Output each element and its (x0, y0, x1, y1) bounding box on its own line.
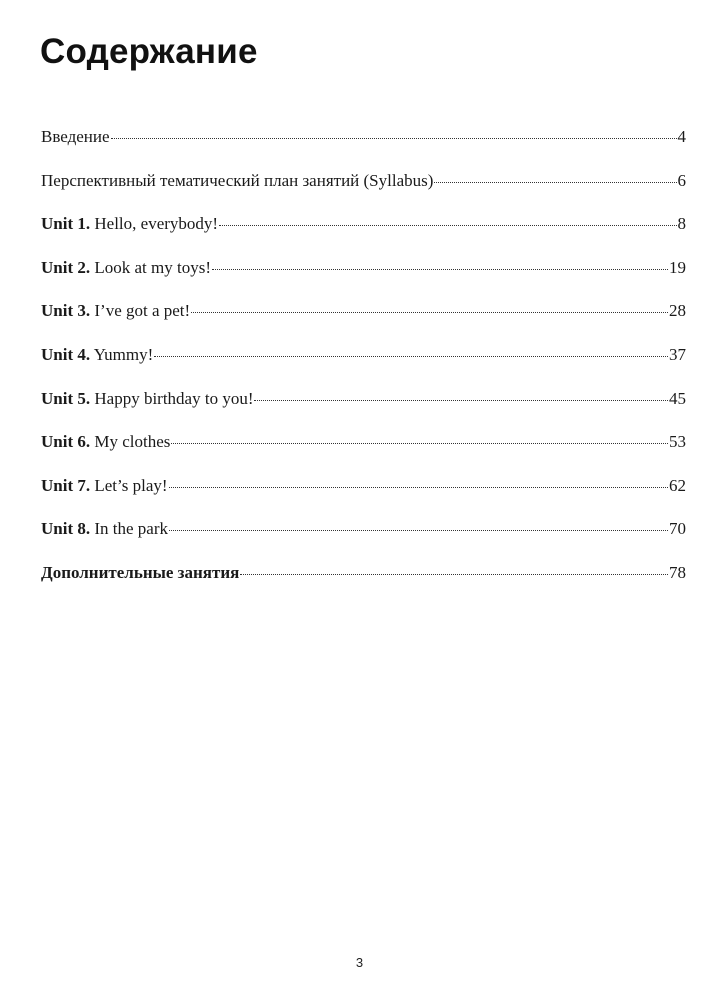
toc-entry-additional-lessons[interactable] (41, 555, 686, 599)
toc-entry-unit-number: Unit 5. (41, 388, 91, 408)
toc-entry-unit-number: Unit 6. (41, 432, 91, 452)
toc-entry-unit-number: Unit 8. (41, 519, 91, 539)
toc-entry-unit-5[interactable] (41, 381, 686, 425)
dot-leader (240, 573, 668, 575)
dot-leader (171, 442, 668, 444)
toc-entry-unit-8[interactable] (41, 511, 686, 555)
toc-entry-page: 62 (669, 475, 686, 495)
toc-entry-page: 28 (669, 301, 686, 321)
toc-entry-page: 4 (677, 127, 686, 146)
toc-entry-label: Look at my toys! (94, 257, 212, 277)
dot-leader (254, 399, 668, 401)
toc-entry-label: Let’s play! (94, 475, 168, 495)
toc-entry-unit-number: Unit 3. (41, 301, 91, 321)
toc-entry-label: I’ve got a pet! (94, 301, 191, 321)
toc-entry-page: 37 (669, 344, 686, 364)
toc-entry-unit-4[interactable] (41, 337, 686, 381)
toc-entry-syllabus[interactable] (41, 163, 686, 207)
toc-entry-unit-1[interactable] (41, 206, 686, 250)
toc-entry-unit-7[interactable] (41, 468, 686, 512)
page-number: 3 (355, 955, 364, 970)
toc-entry-label: My clothes (94, 432, 171, 452)
toc-entry-page: 45 (669, 388, 686, 408)
toc-entry-label: Дополнительные занятия (41, 562, 240, 582)
dot-leader (434, 181, 676, 183)
dot-leader (219, 224, 676, 226)
toc-entry-page: 6 (677, 170, 686, 190)
toc-entry-unit-number: Unit 2. (41, 257, 91, 277)
toc-entry-unit-6[interactable] (41, 424, 686, 468)
toc-entry-page: 19 (669, 257, 686, 277)
dot-leader (191, 311, 668, 313)
toc-entry-page: 70 (669, 519, 686, 539)
dot-leader (154, 355, 668, 357)
toc-entry-unit-number: Unit 1. (41, 214, 91, 234)
dot-leader (212, 268, 668, 270)
toc-entry-label: Перспективный тематический план занятий (Syllabus) (41, 170, 434, 190)
toc-entry-unit-3[interactable] (41, 293, 686, 337)
page-title: Содержание (40, 32, 258, 71)
dot-leader (169, 529, 668, 531)
toc-entry-page: 78 (669, 562, 686, 582)
table-of-contents (41, 119, 686, 599)
toc-entry-page: 8 (677, 214, 686, 234)
toc-entry-unit-number: Unit 4. (41, 344, 91, 364)
toc-entry-unit-2[interactable] (41, 250, 686, 294)
toc-entry-label: In the park (94, 519, 169, 539)
toc-entry-label: Yummy! (93, 344, 154, 364)
toc-entry-unit-number: Unit 7. (41, 475, 91, 495)
dot-leader (169, 486, 668, 488)
toc-entry-label: Happy birthday to you! (94, 388, 254, 408)
toc-entry-page: 53 (669, 432, 686, 452)
toc-entry-label: Hello, everybody! (94, 214, 219, 234)
toc-entry-introduction[interactable] (41, 119, 686, 163)
dot-leader (111, 137, 677, 139)
toc-entry-label: Введение (41, 127, 110, 146)
